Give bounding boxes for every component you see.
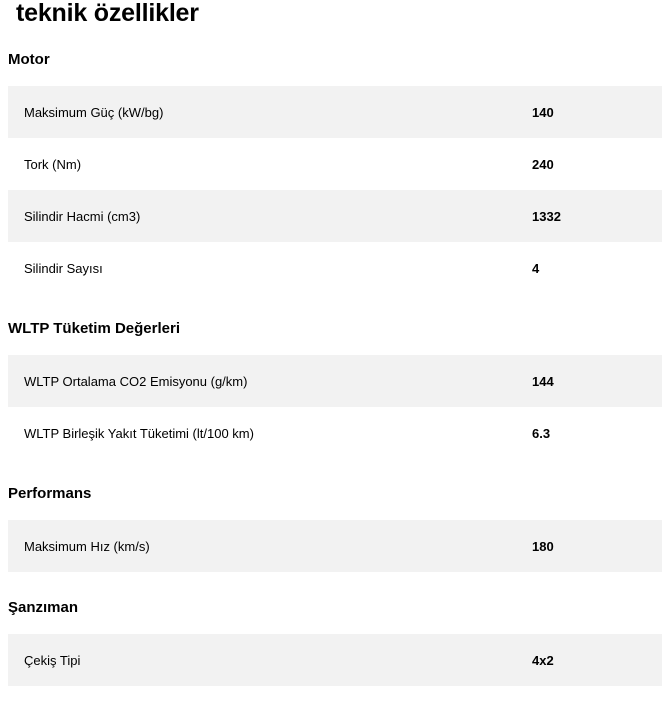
spec-row [8, 138, 662, 190]
spec-value: 140 [532, 104, 554, 120]
spec-row [8, 355, 662, 407]
spec-table-motor [8, 86, 662, 294]
spec-table-sanziman [8, 634, 662, 686]
spec-row [8, 86, 662, 138]
spec-value: 4x2 [532, 652, 554, 668]
section-title-sanziman: Şanzıman [8, 599, 79, 616]
spec-table-wltp [8, 355, 662, 459]
spec-row [8, 190, 662, 242]
spec-label: WLTP Birleşik Yakıt Tüketimi (lt/100 km) [24, 425, 254, 441]
spec-value: 240 [532, 156, 554, 172]
spec-label: Tork (Nm) [24, 156, 82, 172]
spec-value: 144 [532, 373, 554, 389]
spec-label: Silindir Sayısı [24, 260, 103, 276]
spec-table-performans [8, 520, 662, 572]
spec-label: WLTP Ortalama CO2 Emisyonu (g/km) [24, 373, 248, 389]
spec-label: Maksimum Hız (km/s) [24, 538, 150, 554]
page-title: teknik özellikler [16, 0, 199, 27]
spec-label: Silindir Hacmi (cm3) [24, 208, 141, 224]
spec-value: 6.3 [532, 425, 551, 441]
spec-label: Çekiş Tipi [24, 652, 81, 668]
spec-value: 4 [532, 260, 540, 276]
section-title-performans: Performans [8, 485, 92, 502]
spec-value: 180 [532, 538, 554, 554]
spec-row [8, 520, 662, 572]
section-title-wltp: WLTP Tüketim Değerleri [8, 320, 180, 337]
spec-row [8, 634, 662, 686]
spec-label: Maksimum Güç (kW/bg) [24, 104, 164, 120]
spec-row [8, 242, 662, 294]
spec-value: 1332 [532, 208, 561, 224]
spec-row [8, 407, 662, 459]
section-title-motor: Motor [8, 51, 50, 68]
